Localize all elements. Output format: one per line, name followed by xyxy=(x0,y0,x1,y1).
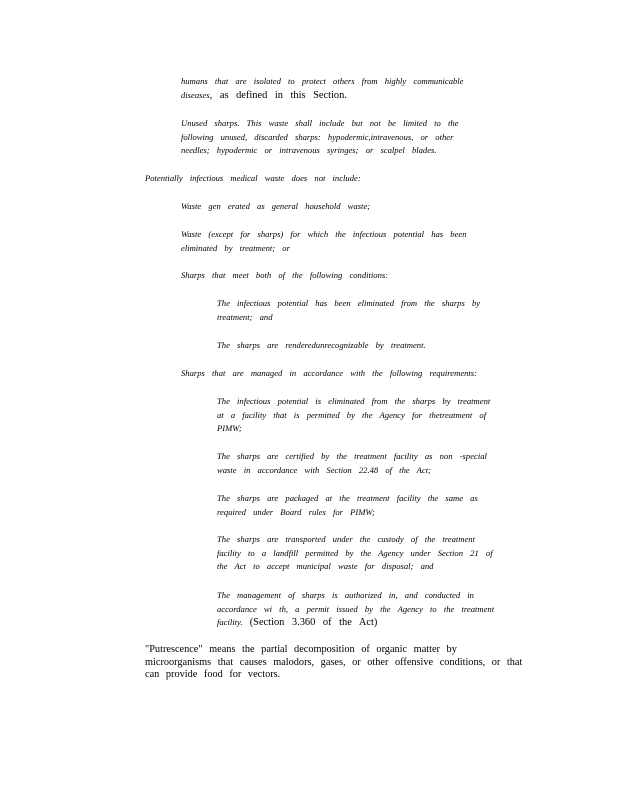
text-line: facility to a landfill permitted by the Agency under Section 21 of xyxy=(217,547,493,558)
text-line: The sharps are transported under the custody of the treatment xyxy=(217,534,475,544)
text-line: PIMW; xyxy=(217,423,242,434)
paragraph-management-authorized xyxy=(217,589,517,630)
text-line: The infectious potential has been eliminated from the sharps by xyxy=(217,298,481,308)
paragraph-unrecognizable xyxy=(217,339,467,353)
paragraph-packaged xyxy=(217,492,517,519)
paragraph-waste-except-sharps xyxy=(181,228,505,255)
paragraph-sharps-managed xyxy=(181,367,517,381)
text-line: treatment; and xyxy=(217,311,273,322)
text-line xyxy=(217,616,517,630)
text-line: microorganisms that causes malodors, gases, or other offensive conditions, or that xyxy=(145,656,523,668)
text-line: Waste (except for sharps) for which the infectious potential has been xyxy=(181,229,467,239)
text-line: "Putrescence" means the partial decomposition of organic matter by xyxy=(145,644,457,655)
paragraph-household-waste xyxy=(181,200,396,214)
paragraph-transported xyxy=(217,533,527,574)
text-line: Sharps that are managed in accordance with the following requirements: xyxy=(181,368,478,378)
text-line: The sharps are packaged at the treatment facility the same as xyxy=(217,493,478,503)
text-line: at a facility that is permitted by the Agency for thetreatment of xyxy=(217,409,487,420)
text-line: Potentially infectious medical waste does not include: xyxy=(145,173,361,183)
roman-segment: , as defined in this Section. xyxy=(209,89,347,101)
paragraph-not-include xyxy=(145,172,395,186)
text-line: Unused sharps. This waste shall include but not be limited to the xyxy=(181,118,459,128)
paragraph-humans xyxy=(181,75,493,102)
text-line: The infectious potential is eliminated from the sharps by treatment xyxy=(217,396,491,406)
italic-segment: diseases xyxy=(181,89,210,100)
text-line: waste in accordance with Section 22.48 of the Act; xyxy=(217,464,431,475)
paragraph-unused-sharps xyxy=(181,117,517,158)
citation-segment: (Section 3.360 of the Act) xyxy=(249,617,378,629)
paragraph-putrescence-definition xyxy=(145,644,545,682)
text-line: humans that are isolated to protect others from highly communicable xyxy=(181,76,464,86)
text-line: required under Board rules for PIMW; xyxy=(217,506,375,517)
text-line: needles; hypodermic or intravenous syringes; or scalpel blades. xyxy=(181,145,437,156)
text-line: accordance wi th, a permit issued by the Agency to the treatment xyxy=(217,603,495,614)
text-line: Waste gen erated as general household waste; xyxy=(181,201,371,211)
text-line: Sharps that meet both of the following conditions: xyxy=(181,270,389,280)
text-line: The sharps are renderedunrecognizable by treatment. xyxy=(217,340,426,350)
text-line: The management of sharps is authorized in, and conducted in xyxy=(217,590,474,600)
paragraph-facility-treatment xyxy=(217,395,525,436)
text-line: can provide food for vectors. xyxy=(145,669,281,681)
paragraph-sharps-conditions xyxy=(181,269,411,283)
text-line: the Act to accept municipal waste for disposal; and xyxy=(217,561,434,572)
text-line: following unused, discarded sharps: hypodermic,intravenous, or other xyxy=(181,131,454,142)
text-line xyxy=(181,89,493,103)
italic-segment: facility. xyxy=(217,617,243,628)
text-line: The sharps are certified by the treatment facility as non -special xyxy=(217,451,487,461)
text-line: eliminated by treatment; or xyxy=(181,242,290,253)
paragraph-potential-eliminated xyxy=(217,297,525,324)
paragraph-certified-nonspecial xyxy=(217,450,517,477)
